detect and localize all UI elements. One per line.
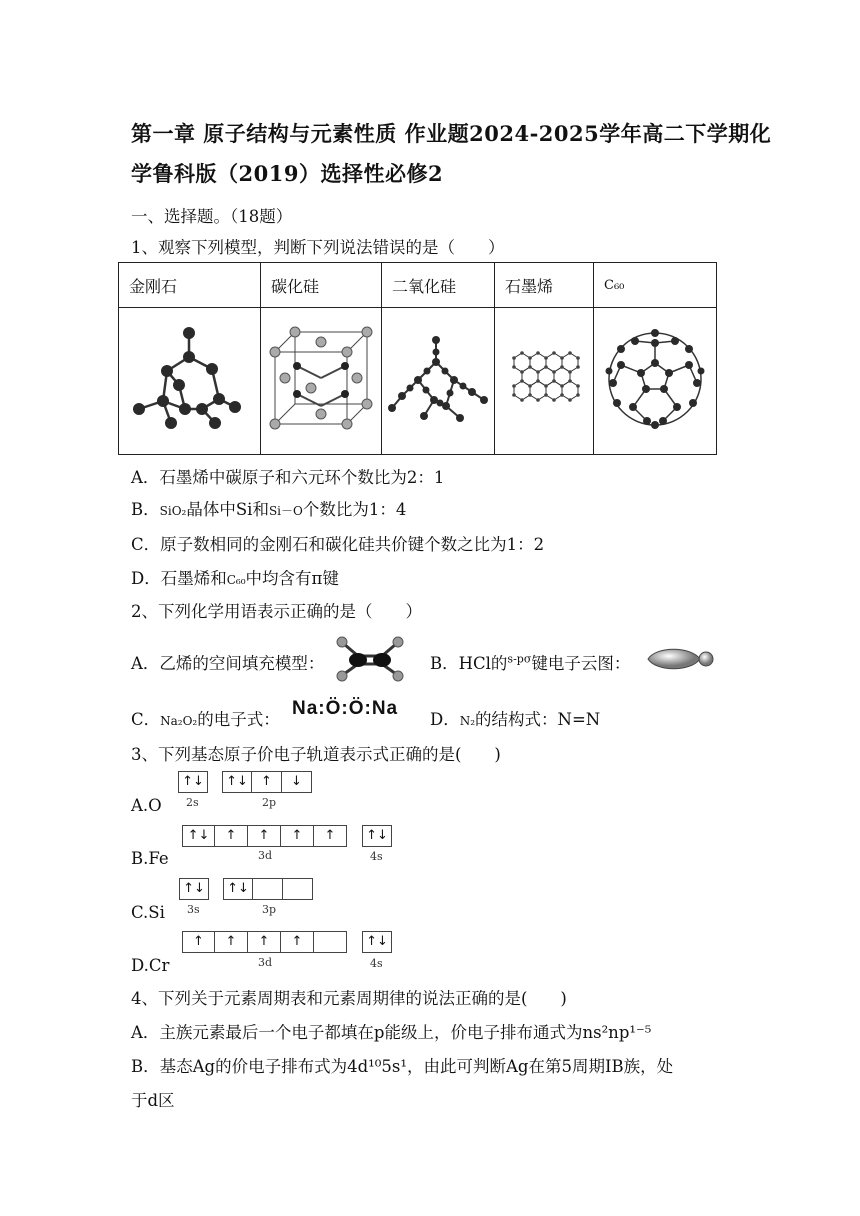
q1-d-formula: C₆₀	[226, 573, 246, 587]
q2-option-d	[430, 706, 600, 730]
sic-model-image	[261, 308, 382, 455]
orbital-box: ↑↓	[222, 771, 252, 793]
q3-d-label-4s: 4s	[370, 957, 383, 970]
q3-b-orbital-4s	[362, 825, 392, 847]
orbital-box: ↑	[248, 825, 281, 847]
q4-option-b-line2: 于d区	[131, 1091, 175, 1110]
orbital-box: ↑↓	[182, 825, 215, 847]
doc-title-line2: 学鲁科版（2019）选择性必修2	[131, 161, 444, 186]
header-sic: 碳化硅	[261, 263, 382, 308]
diamond-model-image	[119, 308, 261, 455]
orbital-box: ↑	[182, 931, 215, 953]
header-c60: C₆₀	[594, 263, 717, 308]
q2-c-formula: Na₂O₂	[160, 714, 198, 728]
q3-stem: 3、下列基态原子价电子轨道表示式正确的是( )	[131, 745, 501, 764]
q2-d-formula: N₂	[459, 714, 476, 728]
q2-b-suffix: 键电子云图：	[531, 654, 631, 673]
graphene-model-image	[495, 308, 594, 455]
orbital-box: ↑	[215, 931, 248, 953]
q1-b-suffix: 个数比为1：4	[302, 500, 407, 519]
q3-a-label-2s: 2s	[186, 796, 199, 809]
q2-option-b	[430, 650, 630, 674]
header-graphene: 石墨烯	[495, 263, 594, 308]
q2-d-suffix: 的结构式：N=N	[475, 710, 601, 729]
q4-stem: 4、下列关于元素周期表和元素周期律的说法正确的是( )	[131, 989, 567, 1008]
orbital-box: ↑	[252, 771, 282, 793]
q1-option-d	[131, 565, 339, 589]
q1-b-prefix: B．	[131, 500, 160, 519]
q3-b-label-4s: 4s	[370, 850, 383, 863]
orbital-box	[314, 931, 347, 953]
q2-b-prefix: B．HCl的	[430, 654, 508, 673]
orbital-box: ↓	[282, 771, 312, 793]
sio2-model-image	[382, 308, 495, 455]
q2-c-prefix: C．	[131, 710, 161, 729]
c60-model-image	[594, 308, 717, 455]
orbital-box: ↑↓	[362, 825, 392, 847]
header-diamond: 金刚石	[119, 263, 261, 308]
q4-option-b-line1: B．基态Ag的价电子排布式为4d¹⁰5s¹，由此可判断Ag在第5周期ⅠB族，处	[131, 1057, 674, 1076]
orbital-box: ↑↓	[223, 878, 253, 900]
orbital-box: ↑	[281, 931, 314, 953]
q3-d-orbital-4s	[362, 931, 392, 953]
q3-option-b: B.Fe	[131, 849, 169, 868]
q3-b-label-3d: 3d	[258, 849, 273, 862]
q4-option-a: A．主族元素最后一个电子都填在p能级上，价电子排布通式为ns²np¹⁻⁵	[131, 1023, 652, 1042]
orbital-box	[283, 878, 313, 900]
q3-b-orbital-3d	[182, 825, 347, 847]
q3-d-orbital-3d	[182, 931, 347, 953]
hcl-electron-cloud-image	[646, 644, 716, 674]
orbital-box: ↑	[215, 825, 248, 847]
q1-d-prefix: D．石墨烯和	[131, 569, 227, 588]
orbital-box: ↑	[248, 931, 281, 953]
models-table	[118, 262, 717, 455]
q2-option-a: A．乙烯的空间填充模型：	[131, 654, 325, 673]
q2-stem: 2、下列化学用语表示正确的是（ ）	[131, 602, 422, 621]
q1-option-a: A．石墨烯中碳原子和六元环个数比为2：1	[131, 468, 445, 487]
q3-c-label-3s: 3s	[187, 903, 200, 916]
orbital-box	[253, 878, 283, 900]
q3-c-orbital-3p	[223, 878, 313, 900]
q2-b-bond: s-pσ	[507, 652, 532, 666]
q3-option-c: C.Si	[131, 903, 165, 922]
q1-option-c: C．原子数相同的金刚石和碳化硅共价键个数之比为1：2	[131, 535, 545, 554]
q1-b-bond: Si－O	[268, 504, 303, 518]
q1-b-formula: SiO₂	[159, 504, 187, 518]
q2-option-c	[131, 706, 280, 730]
q3-d-label-3d: 3d	[258, 956, 273, 969]
q2-d-prefix: D．	[430, 710, 460, 729]
orbital-box: ↑	[281, 825, 314, 847]
q3-a-orbital-2p	[222, 771, 312, 793]
orbital-box: ↑	[314, 825, 347, 847]
section-heading: 一、选择题。（18题）	[131, 207, 293, 226]
na2o2-electron-formula: Na:Ö:Ö:Na	[292, 698, 399, 719]
q1-d-suffix: 中均含有π键	[245, 569, 339, 588]
q3-option-a: A.O	[131, 796, 162, 815]
header-sio2: 二氧化硅	[382, 263, 495, 308]
q1-option-b	[131, 496, 406, 520]
q1-stem: 1、观察下列模型，判断下列说法错误的是（ ）	[131, 238, 505, 257]
q3-option-d: D.Cr	[131, 956, 170, 975]
orbital-box: ↑↓	[362, 931, 392, 953]
orbital-box: ↑↓	[178, 771, 208, 793]
doc-title-line1: 第一章 原子结构与元素性质 作业题2024-2025学年高二下学期化	[131, 121, 772, 146]
q3-a-label-2p: 2p	[262, 796, 277, 809]
q3-c-orbital-3s	[179, 878, 209, 900]
q2-c-suffix: 的电子式：	[197, 710, 280, 729]
q3-c-label-3p: 3p	[262, 903, 277, 916]
q1-b-middle: 晶体中Si和	[186, 500, 269, 519]
orbital-box: ↑↓	[179, 878, 209, 900]
q3-a-orbital-2s	[178, 771, 208, 793]
ethylene-model-image	[330, 634, 410, 684]
